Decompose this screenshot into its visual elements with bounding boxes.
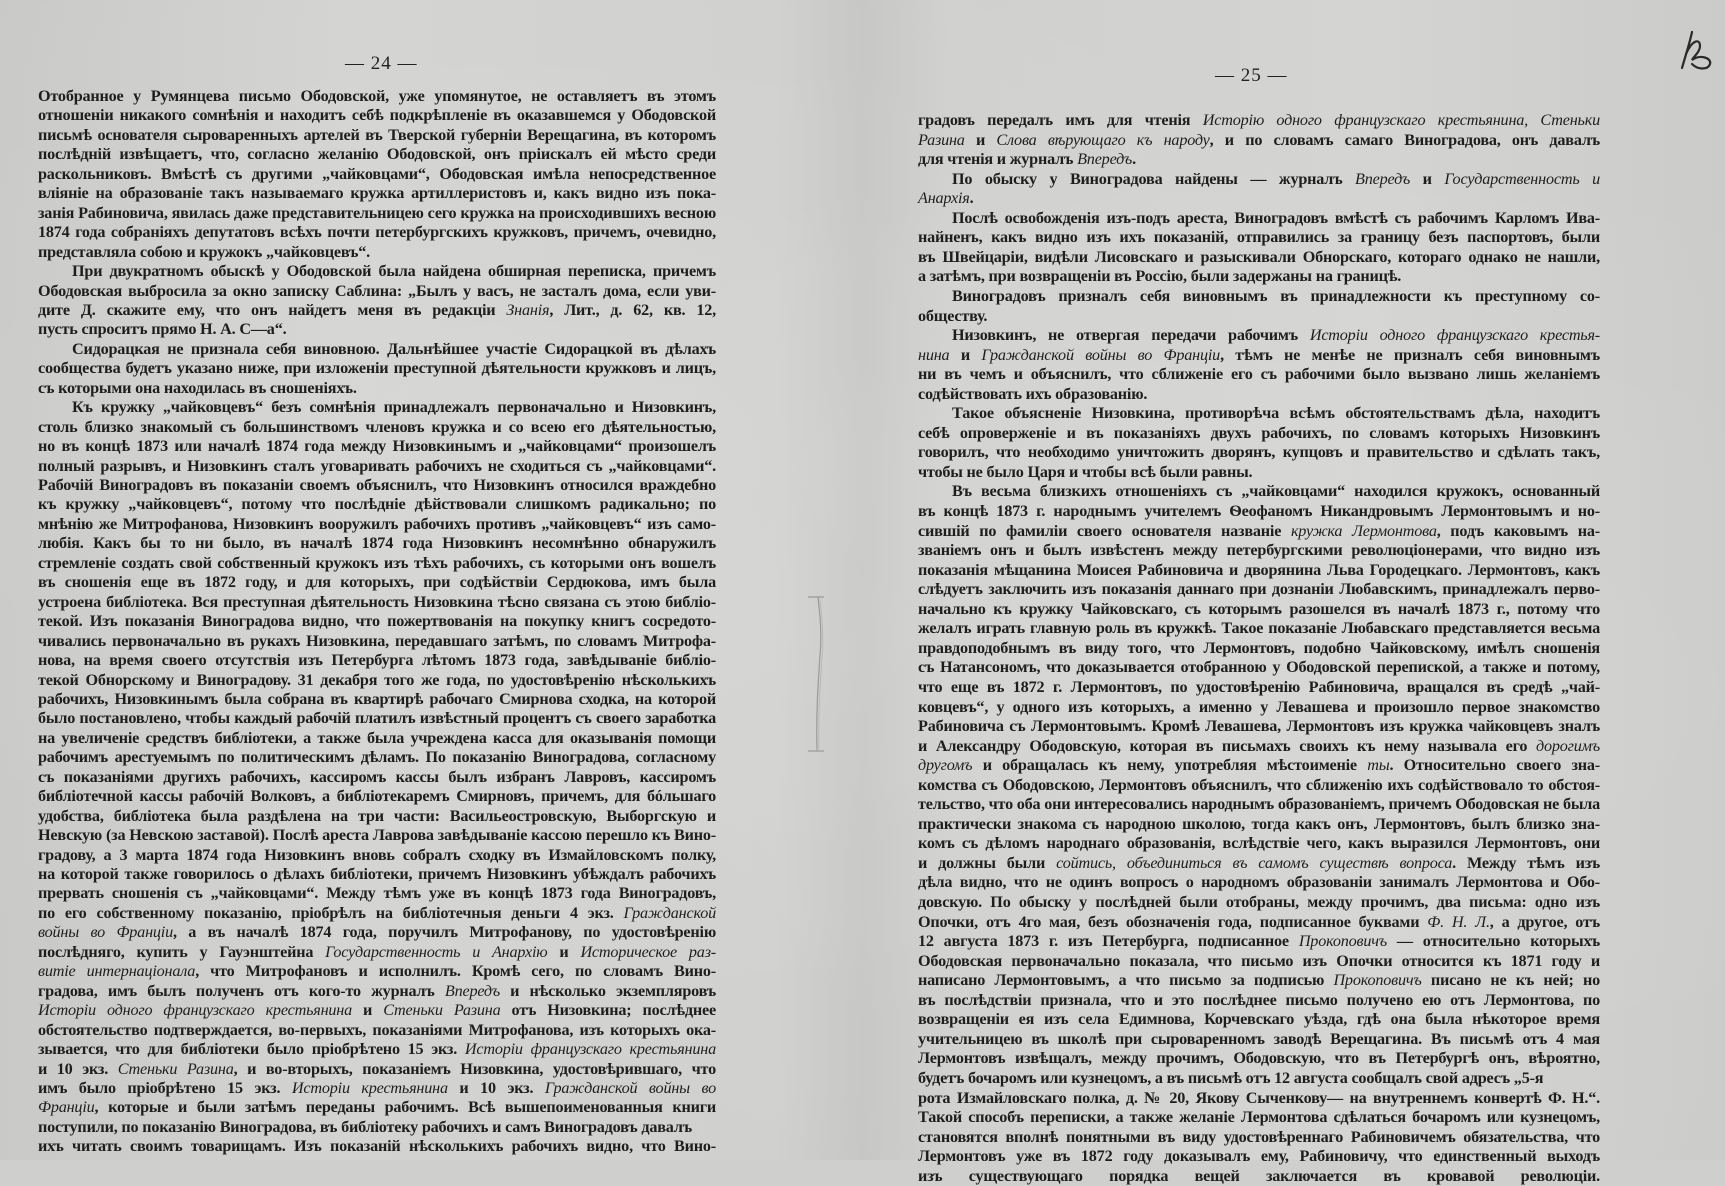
text-span: 12 августа 1873 г. изъ Петербурга, подписанное — [918, 932, 1299, 951]
text-span: 1874 года собраніяхъ депутатовъ всѣхъ почти петербургскихъ кружковъ, причемъ, очевидно, — [38, 223, 716, 242]
text-line — [38, 884, 716, 903]
text-span: библіотечной кассы рабочій Волковъ, а библіотекаремъ Смирновъ, причемъ, для бóльшаго — [38, 787, 716, 806]
text-span: и — [1410, 169, 1445, 188]
text-span: и — [964, 130, 997, 149]
text-span: удобства, библіотека была раздѣлена на три части: Васильеостровскую, Выборгскую и — [38, 806, 716, 825]
text-span: ихъ читать своимъ товарищамъ. Изъ показаній нѣсколькихъ рабочихъ видно, что Вино- — [38, 1137, 716, 1156]
text-line — [38, 826, 716, 845]
text-line — [918, 1069, 1543, 1088]
text-span: на которой также говорилось о дѣлахъ библіотеки, причемъ Низовкинъ убѣждалъ рабочихъ — [38, 865, 716, 883]
text-span: званіемъ онъ и былъ извѣстенъ между петербургскими революціонерами, что видно изъ — [918, 541, 1600, 560]
text-line — [38, 554, 716, 573]
text-line — [918, 1108, 1600, 1127]
text-span: вліяніе на образованіе такъ называемаго кружка артиллеристовъ и, какъ видно изъ пока- — [38, 184, 716, 203]
text-span: , и во-вторыхъ, показаніемъ Низовкина, удостовѣрившаго, что — [233, 1059, 716, 1078]
text-span: — относительно которыхъ — [1386, 932, 1601, 951]
italic-text: Гражданской войны во — [544, 1078, 717, 1097]
text-line — [918, 756, 1600, 775]
text-span: Послѣ освобожденія изъ-подъ ареста, Виноградовъ вмѣстѣ съ рабочимъ Карломъ Ива- — [952, 208, 1600, 227]
text-span: прервать сношенія съ „чайковцами“. Между тѣмъ уже въ концѣ 1873 года Виноградовъ, — [38, 884, 716, 903]
text-span: практически знакома съ народною школою, тогда какъ онъ, Лермонтовъ, былъ близко зна- — [918, 814, 1600, 833]
italic-text: сойтись, объединиться въ самомъ существѣ вопроса — [1056, 853, 1453, 872]
text-line — [918, 893, 1600, 912]
text-line — [38, 457, 716, 476]
text-span: занія Рабиновича, явилась даже представительницею сего кружка на происходившихъ весною — [38, 203, 716, 222]
text-line — [918, 776, 1600, 795]
text-span: Отобранное у Румянцева письмо Ободовской, уже упомянутое, не оставляетъ въ этомъ — [38, 87, 716, 105]
text-line — [38, 748, 716, 767]
text-span: , подъ каковымъ на- — [1436, 521, 1600, 540]
text-line — [38, 282, 716, 301]
text-span: Рабочій Виноградовъ въ показаніи своемъ объяснилъ, что Низовкинъ относился враждебно — [38, 476, 716, 494]
text-line — [918, 385, 1147, 404]
text-span: дѣла видно, что не одинъ вопросъ о народномъ образованіи занималъ Лермонтова и Обо- — [918, 873, 1600, 892]
text-span: столь близко знакомый съ большинствомъ членовъ кружка и со всею его дѣятельностью, — [38, 417, 716, 436]
text-span: Такое объясненіе Низовкина, противорѣча всѣмъ обстоятельствамъ дѣла, находитъ — [952, 404, 1600, 423]
text-line — [38, 1040, 716, 1059]
text-line — [918, 307, 987, 326]
text-span: писано не къ ней; но — [1421, 971, 1600, 990]
text-span: Къ кружку „чайковцевъ“ безъ сомнѣнія принадлежалъ первоначально и Низовкинъ, — [72, 398, 716, 417]
text-span: слѣдуетъ заключить изъ показанія даннаго при дознаніи Любавскимъ, принадлежалъ перво- — [918, 580, 1600, 599]
text-span: сившій по фамиліи своего основателя названіе — [918, 521, 1291, 540]
text-line — [38, 418, 716, 437]
text-line — [38, 165, 716, 184]
text-span: имъ было пріобрѣтено 15 экз. — [38, 1078, 292, 1097]
text-line — [38, 671, 716, 690]
text-span: содѣйствовать ихъ образованію. — [918, 384, 1148, 403]
text-span: Сидорацкая не признала себя виновною. Дальнѣйшее участіе Сидорацкой въ дѣлахъ — [72, 339, 716, 358]
text-line — [38, 204, 716, 223]
text-span: По обыску у Виноградова найдены — журналъ — [952, 169, 1356, 188]
italic-text: Впередъ — [1355, 169, 1411, 188]
text-span: , и по словамъ самаго Виноградова, онъ давалъ — [1209, 130, 1601, 149]
italic-text: Исторіи французскаго крестьянина — [464, 1040, 716, 1059]
text-span: дите Д. скажите ему, что онъ найдетъ меня въ редакціи — [38, 300, 507, 319]
text-line — [72, 398, 716, 417]
text-line — [38, 243, 370, 262]
italic-text: кружка Лермонтова — [1290, 521, 1437, 540]
italic-text: Гражданской войны во Франціи — [981, 345, 1221, 364]
text-span: . Относительно своего зна- — [1389, 756, 1600, 775]
italic-text: Государственность и — [1444, 169, 1600, 188]
text-line — [918, 522, 1600, 541]
text-line — [918, 913, 1600, 932]
text-line — [918, 658, 1600, 677]
text-line — [38, 223, 716, 242]
text-line — [918, 952, 1600, 971]
text-line — [918, 737, 1600, 756]
text-line — [38, 1137, 716, 1156]
text-span: было постановлено, чтобы каждый рабочій платилъ извѣстный процентъ съ своего заработка — [38, 709, 716, 728]
text-line — [38, 515, 716, 534]
text-span: для чтенія и журналъ — [918, 150, 1078, 169]
text-line — [38, 1060, 716, 1079]
text-line — [38, 534, 716, 553]
text-span: найненъ, какъ видно изъ ихъ показаній, отправились за границу безъ паспортовъ, были — [918, 228, 1600, 247]
italic-text: витіе интернаціонала — [38, 962, 196, 981]
text-line — [38, 1118, 692, 1137]
italic-text: ты — [1367, 756, 1390, 775]
text-line — [918, 463, 1252, 482]
text-line — [918, 678, 1600, 697]
text-span: стремленіе создать свой собственный кружокъ изъ тѣхъ рабочихъ, съ которыми онъ вошелъ — [38, 553, 716, 572]
text-span: и обращалась къ нему, употребляя мѣстоименіе — [972, 756, 1368, 775]
text-span: и нѣсколько экземпляровъ — [499, 981, 717, 1000]
text-line — [952, 404, 1600, 423]
text-line — [918, 619, 1600, 638]
text-span: а затѣмъ, при возвращеніи въ Россію, были задержаны на границѣ. — [918, 267, 1402, 286]
text-span: съ которыми она находилась въ сношеніяхъ. — [38, 378, 357, 397]
text-line — [38, 632, 716, 651]
text-span: показанія мѣщанина Моисея Рабиновича и дворянина Льва Городецкаго. Лермонтовъ, какъ — [918, 560, 1600, 579]
text-span: текой. Изъ показанія Виноградова видно, что пожертвованія на покупку книгъ сосредото- — [38, 612, 716, 631]
text-span: При двукратномъ обыскѣ у Ободовской была найдена обширная переписка, причемъ — [72, 262, 716, 281]
text-span: чивались первоначально въ рукахъ Низовкина, передавшаго затѣмъ, по словамъ Митрофа- — [38, 631, 716, 650]
text-line — [918, 131, 1600, 150]
text-line — [38, 573, 716, 592]
text-span: написано Лермонтовымъ, а что письмо за подписью — [918, 971, 1334, 990]
text-line — [918, 1089, 1600, 1108]
text-span: становятся вполнѣ понятными въ виду удостовѣреннаго Рабиновичемъ обязательства, что — [918, 1127, 1600, 1146]
text-span: рота Измайловскаго полка, д. № 20, Якову Сыченкову— на внутреннемъ конвертѣ Ф. Н.“. — [918, 1088, 1600, 1107]
text-line — [38, 1079, 716, 1098]
text-span: , тѣмъ не менѣе не призналъ себя виновнымъ — [1220, 345, 1600, 364]
text-line — [918, 346, 1600, 365]
italic-text: Анархія — [918, 189, 970, 208]
text-span: Низовкинъ, не отвергая передачи рабочимъ — [952, 326, 1310, 345]
text-span: Лермонтовъ уже въ 1872 году доказывалъ ему, Рабиновичу, что единственный выходъ — [918, 1147, 1600, 1166]
text-span: , которые и были затѣмъ переданы рабочимъ. Всѣ вышепоименованныя книги — [94, 1098, 716, 1117]
text-span: раскольниковъ. Вмѣстѣ съ другими „чайковцами“, Ободовская имѣла непосредственное — [38, 164, 716, 183]
text-line — [918, 834, 1600, 853]
text-span: зывается, что для библіотеки было пріобрѣтено 15 экз. — [38, 1040, 465, 1059]
text-line — [38, 126, 716, 145]
text-line — [918, 932, 1600, 951]
text-line — [38, 768, 716, 787]
text-line — [38, 437, 716, 456]
text-line — [918, 873, 1600, 892]
italic-text: Знанія — [506, 300, 550, 319]
italic-text: Стеньки Разина — [383, 1001, 501, 1020]
italic-text: Впередъ — [444, 981, 500, 1000]
text-span: себѣ опроверженіе и въ показаніяхъ двухъ рабочихъ, по словамъ которыхъ Низовкинъ — [918, 423, 1600, 442]
handwritten-page-number — [1680, 28, 1714, 72]
text-span: представляла собою и кружокъ „чайковцевъ“. — [38, 242, 371, 261]
text-span: градову, а 3 марта 1874 года Низовкинъ вновь собралъ сходку въ Измайловскомъ полку, — [38, 845, 716, 864]
text-line — [918, 1010, 1600, 1029]
text-span: въ концѣ 1873 г. народнымъ учителемъ Ѳеофаномъ Никандровымъ Лермонтовымъ и но- — [918, 502, 1600, 520]
italic-text: Исторію одного французскаго крестьянина, Стеньки — [1202, 111, 1600, 129]
text-span: письмѣ основателя сыроваренныхъ артелей въ Тверской губерніи Верещагина, въ которомъ — [38, 125, 716, 144]
italic-text: дорогимъ — [1535, 736, 1600, 755]
left-page — [0, 0, 860, 1160]
text-line — [918, 971, 1600, 990]
text-line — [38, 709, 716, 728]
text-span: послѣдній извѣщаетъ, что, согласно желанію Ободовской, онъ пріискалъ ей мѣсто среди — [38, 145, 716, 164]
text-span: возвращеніи ея изъ села Едимнова, Корчевскаго уѣзда, гдѣ она была нѣкоторое время — [918, 1010, 1600, 1029]
text-line — [38, 962, 716, 981]
italic-text: Исторіи одного французскаго крестья- — [1309, 326, 1600, 345]
text-line — [918, 639, 1600, 658]
text-span: Опочки, отъ 4го мая, безъ обозначенія года, подписанное буквами — [918, 912, 1428, 931]
italic-text: нина — [918, 345, 950, 364]
italic-text: Государственность и Анархію — [325, 942, 548, 961]
italic-text: другомъ — [918, 756, 973, 775]
text-line — [918, 1049, 1600, 1068]
text-line — [38, 846, 716, 865]
text-span: Въ весьма близкихъ отношеніяхъ съ „чайковцами“ находился кружокъ, основанный — [952, 482, 1600, 501]
text-line — [918, 267, 1401, 286]
text-span: отношеніи никакого сомнѣнія и находитъ себѣ подкрѣпленіе въ оказавшемся у Ободовской — [38, 106, 716, 125]
text-line — [72, 340, 716, 359]
italic-text: войны во Франціи — [38, 923, 173, 942]
text-line — [38, 943, 716, 962]
text-line — [38, 865, 716, 884]
italic-text: Ф. Н. Л. — [1427, 912, 1490, 931]
text-line — [918, 815, 1600, 834]
text-span: . — [1132, 150, 1136, 169]
text-span: послѣдняго, купить у Гауэнштейна — [38, 942, 326, 961]
italic-text: Гражданской — [623, 903, 716, 922]
text-line — [918, 1167, 1600, 1186]
text-span: желалъ играть главную роль въ кружкѣ. Такое показаніе Любавскаго представляется весьма — [918, 619, 1600, 638]
text-line — [38, 106, 716, 125]
text-line — [38, 593, 716, 612]
text-line — [918, 502, 1600, 521]
text-span: и — [352, 1001, 384, 1020]
text-line — [918, 111, 1600, 130]
text-span: Рабиновича съ Лермонтовымъ. Кромѣ Левашева, Лермонтовъ изъ кружка чайковцевъ зналъ — [918, 717, 1600, 736]
italic-text: Разина — [918, 130, 965, 149]
text-line — [38, 145, 716, 164]
text-span: и — [949, 345, 982, 364]
text-line — [38, 651, 716, 670]
text-line — [38, 1098, 716, 1117]
text-line — [918, 600, 1600, 619]
text-line — [38, 320, 286, 339]
text-span: пусть спроситъ прямо Н. А. С—а“. — [38, 320, 287, 339]
text-span: что еще въ 1872 г. Лермонтовъ, по удостовѣренію Рабиновича, вращался въ средѣ „чай- — [918, 677, 1600, 696]
text-span: обстоятельство подтверждается, во-первыхъ, показаніями Митрофанова, изъ которыхъ ока- — [38, 1020, 716, 1039]
text-span: текой Обнорскому и Виноградову. 31 декабря того же года, по удостовѣренію нѣсколькихъ — [38, 670, 716, 689]
text-line — [38, 359, 716, 378]
italic-text: Исторіи крестьянина — [291, 1078, 448, 1097]
text-line — [38, 1021, 716, 1040]
text-line — [38, 729, 716, 748]
text-span: и — [547, 942, 581, 961]
text-line — [38, 87, 716, 106]
text-line — [38, 301, 716, 320]
text-line — [918, 443, 1600, 462]
text-span: нова, на время своего отсутствія изъ Петербурга лѣтомъ 1873 года, завѣдываніе библіо- — [38, 651, 716, 670]
text-span: градова, имъ былъ полученъ отъ кого-то журналъ — [38, 981, 445, 1000]
text-span: говорилъ, что необходимо уничтожить дворянъ, купцовъ и правительство и сдѣлать такъ, — [918, 443, 1600, 462]
text-span: съ показаніями другихъ рабочихъ, кассиромъ кассы былъ избранъ Лавровъ, кассиромъ — [38, 767, 716, 786]
text-line — [918, 248, 1600, 267]
text-line — [918, 1147, 1600, 1166]
text-span: . — [969, 189, 974, 208]
text-span: съ Натансономъ, что доказывается отобранною у Ободовской перепиской, а также и потому, — [918, 658, 1600, 677]
text-span: въ сношенія еще въ 1872 году, и для которыхъ, при содѣйствіи Сердюкова, имъ была — [38, 573, 716, 592]
text-span: въ послѣдствіи признала, что и это послѣднее письмо получено ею отъ Лермонтова, по — [918, 990, 1600, 1009]
text-span: рабочихъ, Низовкинымъ была собрана въ квартирѣ рабочаго Смирнова сходка, на которой — [38, 689, 716, 708]
text-line — [38, 379, 357, 398]
text-span: довскую. По обыску у послѣдней были отобраны, между прочимъ, два письма: одно изъ — [918, 893, 1600, 911]
italic-text: Стеньки Разина — [117, 1059, 234, 1078]
text-line — [918, 717, 1600, 736]
text-span: на увеличеніе средствъ библіотеки, а также была учреждена касса для оказыванія помощи — [38, 728, 716, 747]
right-page — [860, 0, 1725, 1185]
text-line — [918, 854, 1600, 873]
text-span: Ободовская выбросила за окно записку Саблина: „Былъ у васъ, не засталъ дома, если уви- — [38, 281, 716, 300]
text-line — [918, 1030, 1600, 1049]
page-number: — 24 — — [345, 53, 418, 74]
text-span: ковцевъ“, у одного изъ которыхъ, а именно у Левашева и произошло первое знакомство — [918, 697, 1600, 716]
text-line — [38, 612, 716, 631]
text-span: Виноградовъ призналъ себя виновнымъ въ принадлежности къ преступному со- — [952, 286, 1600, 305]
italic-text: Историческое раз- — [580, 942, 716, 961]
text-span: обществу. — [918, 306, 988, 325]
text-line — [918, 698, 1600, 717]
text-span: , что Митрофановъ и исполнилъ. Кромѣ сего, по словамъ Вино- — [195, 962, 716, 981]
text-line — [918, 1128, 1600, 1147]
text-span: поступили, по показанію Виноградова, въ библіотеку рабочихъ и самъ Виноградовъ давалъ — [38, 1117, 692, 1136]
text-line — [952, 209, 1600, 228]
text-span: Лермонтовъ извѣщалъ, между прочимъ, Ободовскую, что въ Петербургѣ онъ, вѣроятно, — [918, 1049, 1600, 1068]
text-line — [918, 424, 1600, 443]
text-line — [38, 787, 716, 806]
text-span: къ кружку „чайковцевъ“, потому что послѣдніе дѣйствовали слишкомъ радикально; по — [38, 495, 716, 514]
text-span: , Лит., д. 62, кв. 12, — [549, 300, 716, 319]
text-span: чтобы не было Царя и чтобы всѣ были равны. — [918, 462, 1253, 481]
text-span: , а другое, отъ — [1489, 912, 1600, 931]
text-span: , а въ началѣ 1874 года, поручилъ Митрофанову, по удостовѣренію — [172, 923, 716, 942]
text-span: полный разрывъ, и Низовкинъ сталъ уговаривать рабочихъ не сходиться съ „чайковцами“. — [38, 456, 716, 475]
text-line — [38, 904, 716, 923]
text-span: учительницею въ школѣ при сыроваренномъ заводѣ Верещагина. Въ письмѣ отъ 4 мая — [918, 1029, 1600, 1048]
text-span: комъ съ дѣломъ народнаго образованія, вслѣдствіе чего, какъ выразился Лермонтовъ, они — [918, 834, 1600, 853]
text-span: начально къ кружку Чайковскаго, съ которымъ разошелся въ началѣ 1873 г., потому что — [918, 599, 1600, 618]
text-span: и должны были — [918, 853, 1057, 872]
text-line — [952, 287, 1600, 306]
text-span: и 10 экз. — [447, 1078, 545, 1097]
text-span: мнѣнію же Митрофанова, Низовкинъ вооружилъ рабочихъ противъ „чайковцевъ“ изъ само- — [38, 514, 716, 533]
text-span: рабочимъ арестуемымъ по политическимъ дѣламъ. По показанію Виноградова, согласному — [38, 748, 716, 767]
italic-text: Впередъ — [1077, 150, 1133, 169]
text-line — [952, 482, 1600, 501]
text-line — [38, 476, 716, 495]
text-span: комства съ Ободовскою, Лермонтовъ объяснилъ, что сближенію ихъ содѣйствовало то обстоя- — [918, 775, 1600, 794]
text-span: ни въ чемъ и объяснилъ, что сближеніе его съ рабочими было вызвано лишь желаніемъ — [918, 365, 1600, 384]
text-line — [918, 150, 1136, 169]
text-line — [918, 991, 1600, 1010]
text-line — [918, 561, 1600, 580]
text-line — [918, 795, 1600, 814]
page-number: — 25 — — [1215, 65, 1288, 86]
text-line — [72, 262, 716, 281]
text-line — [918, 580, 1600, 599]
text-span: Такой способъ переписки, а также желаніе Лермонтова сдѣлаться бочаромъ или кузнецомъ, — [918, 1108, 1600, 1127]
text-span: и 10 экз. — [38, 1059, 118, 1078]
text-line — [952, 170, 1600, 189]
italic-text: Прокоповичъ — [1333, 971, 1422, 990]
text-line — [38, 184, 716, 203]
text-span: въ Швейцаріи, видѣли Лисовскаго и разыскивали Обнорскаго, котораго однако не нашли, — [918, 247, 1600, 266]
text-span: устроена библіотека. Вся преступная дѣятельность Низовкина тѣсно связана съ этою библіо- — [38, 592, 716, 611]
italic-text: Исторіи одного французскаго крестьянина — [38, 1001, 353, 1020]
text-line — [918, 365, 1600, 384]
text-line — [952, 326, 1600, 345]
text-line — [918, 189, 973, 208]
text-span: и Александру Ободовскую, которая въ письмахъ своихъ къ нему называла его — [918, 736, 1536, 755]
text-line — [38, 923, 716, 942]
text-span: по его собственному показанію, пріобрѣлъ на библіотечныя деньги 4 экз. — [38, 903, 624, 922]
text-span: любія. Какъ бы то ни было, въ началѣ 1874 года Низовкинъ несомнѣнно обнаружилъ — [38, 534, 716, 553]
text-line — [918, 541, 1600, 560]
text-line — [38, 1001, 716, 1020]
italic-text: Прокоповичъ — [1298, 932, 1387, 951]
text-span: отъ Низовкина; послѣднее — [500, 1001, 716, 1020]
text-span: Ободовская первоначально показала, что письмо изъ Опочки относится къ 1871 году и — [918, 951, 1600, 970]
text-line — [38, 807, 716, 826]
text-span: градовъ передалъ имъ для чтенія — [918, 111, 1203, 129]
text-span: Невскую (за Невскою заставой). Послѣ ареста Лаврова завѣдываніе кассою перешло къ Вино- — [38, 826, 716, 845]
text-span: сообщества будетъ указано ниже, при изложеніи преступной дѣятельности кружковъ и лицъ, — [38, 359, 716, 378]
text-span: . Между тѣмъ изъ — [1452, 853, 1600, 872]
text-span: но въ концѣ 1873 или началѣ 1874 года между Низовкинымъ и „чайковцами“ произошелъ — [38, 437, 716, 456]
gutter-crease-mark — [806, 595, 826, 755]
text-line — [38, 495, 716, 514]
italic-text: Слова вѣрующаго къ народу — [996, 130, 1210, 149]
text-span: правдоподобнымъ въ виду того, что Лермонтовъ, подобно Чайковскому, имѣлъ сношенія — [918, 638, 1600, 657]
text-line — [38, 690, 716, 709]
text-span: будетъ бочаромъ или кузнецомъ, а въ письмѣ отъ 12 августа сообщалъ свой адресъ „5-я — [918, 1068, 1544, 1087]
italic-text: Франціи — [38, 1098, 95, 1117]
text-span: тельство, что оба они интересовались народнымъ образованіемъ, причемъ Ободовская не была — [918, 795, 1601, 814]
text-line — [38, 982, 716, 1001]
text-line — [918, 228, 1600, 247]
text-span: изъ существующаго порядка вещей заключается въ кровавой революціи. — [918, 1166, 1600, 1185]
